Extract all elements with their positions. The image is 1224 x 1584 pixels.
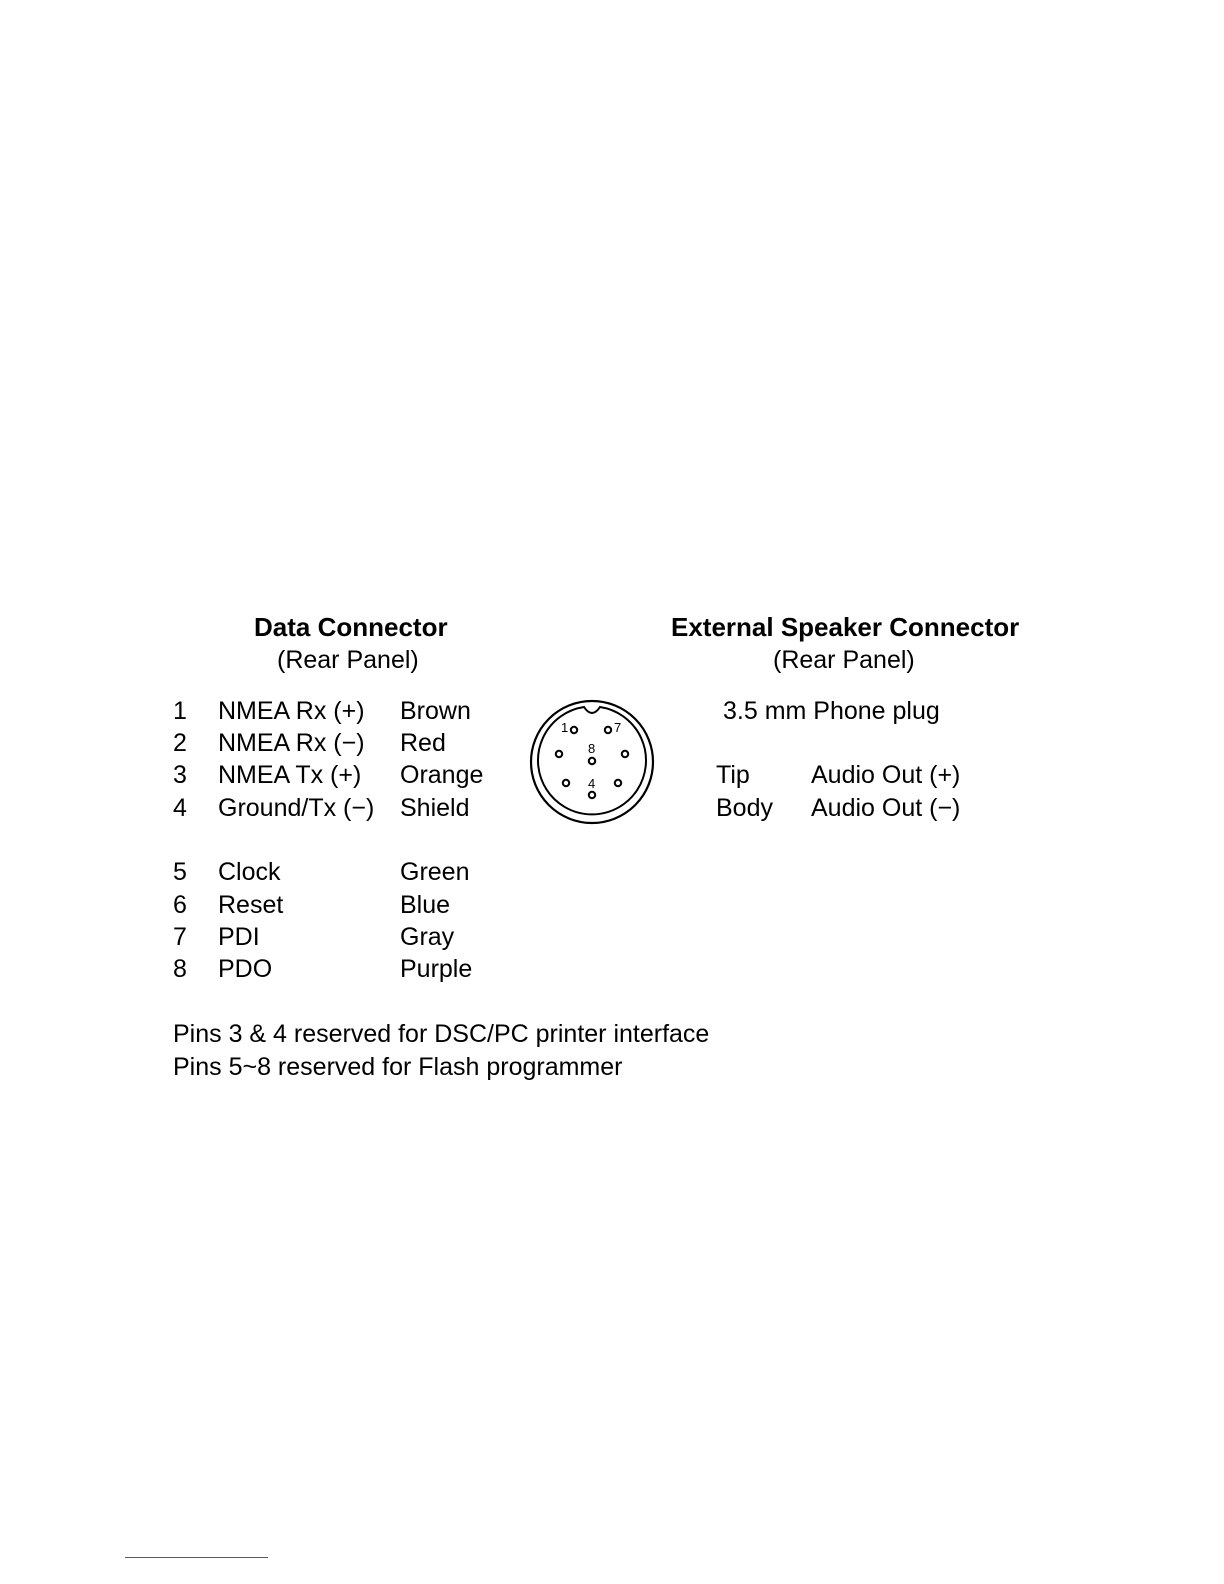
pin-8-hole bbox=[589, 758, 595, 764]
pin-signal: PDO bbox=[218, 955, 273, 983]
pin-signal: Clock bbox=[218, 858, 281, 886]
pin-wire-color: Gray bbox=[400, 923, 455, 951]
pin-number: 3 bbox=[173, 761, 187, 789]
pin-wire-color: Red bbox=[400, 729, 446, 757]
pin-wire-color: Green bbox=[400, 858, 470, 886]
pin-signal: NMEA Tx (+) bbox=[218, 761, 362, 789]
pin-wire-color: Orange bbox=[400, 761, 484, 789]
pin-1-hole bbox=[571, 727, 577, 733]
data-connector-title: Data Connector bbox=[254, 612, 448, 642]
pin-wire-color: Blue bbox=[400, 891, 451, 919]
pin-number: 7 bbox=[173, 923, 187, 951]
pin-signal: Reset bbox=[218, 891, 284, 919]
pin-signal: PDI bbox=[218, 923, 260, 951]
pin-number: 1 bbox=[173, 697, 187, 725]
contact-function: Audio Out (+) bbox=[811, 761, 961, 789]
pin-number: 8 bbox=[173, 955, 187, 983]
pin-signal: Ground/Tx (−) bbox=[218, 794, 375, 822]
pin-6-hole bbox=[622, 751, 628, 757]
plug-type: 3.5 mm Phone plug bbox=[723, 697, 940, 725]
pin-wire-color: Purple bbox=[400, 955, 473, 983]
pin-4-hole bbox=[589, 792, 595, 798]
connector-outer-ring bbox=[531, 701, 653, 823]
pin-signal: NMEA Rx (−) bbox=[218, 729, 365, 757]
pin-signal: NMEA Rx (+) bbox=[218, 697, 365, 725]
pin-number: 4 bbox=[173, 794, 187, 822]
pin-wire-color: Shield bbox=[400, 794, 470, 822]
footnote-divider bbox=[125, 1557, 268, 1558]
diagram-label-pin-8: 8 bbox=[588, 741, 596, 756]
data-connector-subtitle: (Rear Panel) bbox=[277, 646, 419, 674]
pin-3-hole bbox=[563, 780, 569, 786]
pin-number: 5 bbox=[173, 858, 187, 886]
din-connector-diagram bbox=[528, 697, 656, 827]
contact-name: Tip bbox=[716, 761, 750, 789]
note-dsc-printer: Pins 3 & 4 reserved for DSC/PC printer interface bbox=[173, 1020, 710, 1048]
pin-number: 6 bbox=[173, 891, 187, 919]
pin-number: 2 bbox=[173, 729, 187, 757]
pin-2-hole bbox=[556, 751, 562, 757]
diagram-label-pin-1: 1 bbox=[561, 720, 569, 735]
pin-wire-color: Brown bbox=[400, 697, 471, 725]
speaker-connector-title: External Speaker Connector bbox=[671, 612, 1020, 642]
contact-function: Audio Out (−) bbox=[811, 794, 961, 822]
diagram-label-pin-7: 7 bbox=[614, 720, 622, 735]
diagram-label-pin-4: 4 bbox=[588, 776, 596, 791]
contact-name: Body bbox=[716, 794, 773, 822]
pin-7-hole bbox=[605, 727, 611, 733]
pin-5-hole bbox=[615, 780, 621, 786]
speaker-connector-subtitle: (Rear Panel) bbox=[773, 646, 915, 674]
note-flash-programmer: Pins 5~8 reserved for Flash programmer bbox=[173, 1053, 623, 1081]
